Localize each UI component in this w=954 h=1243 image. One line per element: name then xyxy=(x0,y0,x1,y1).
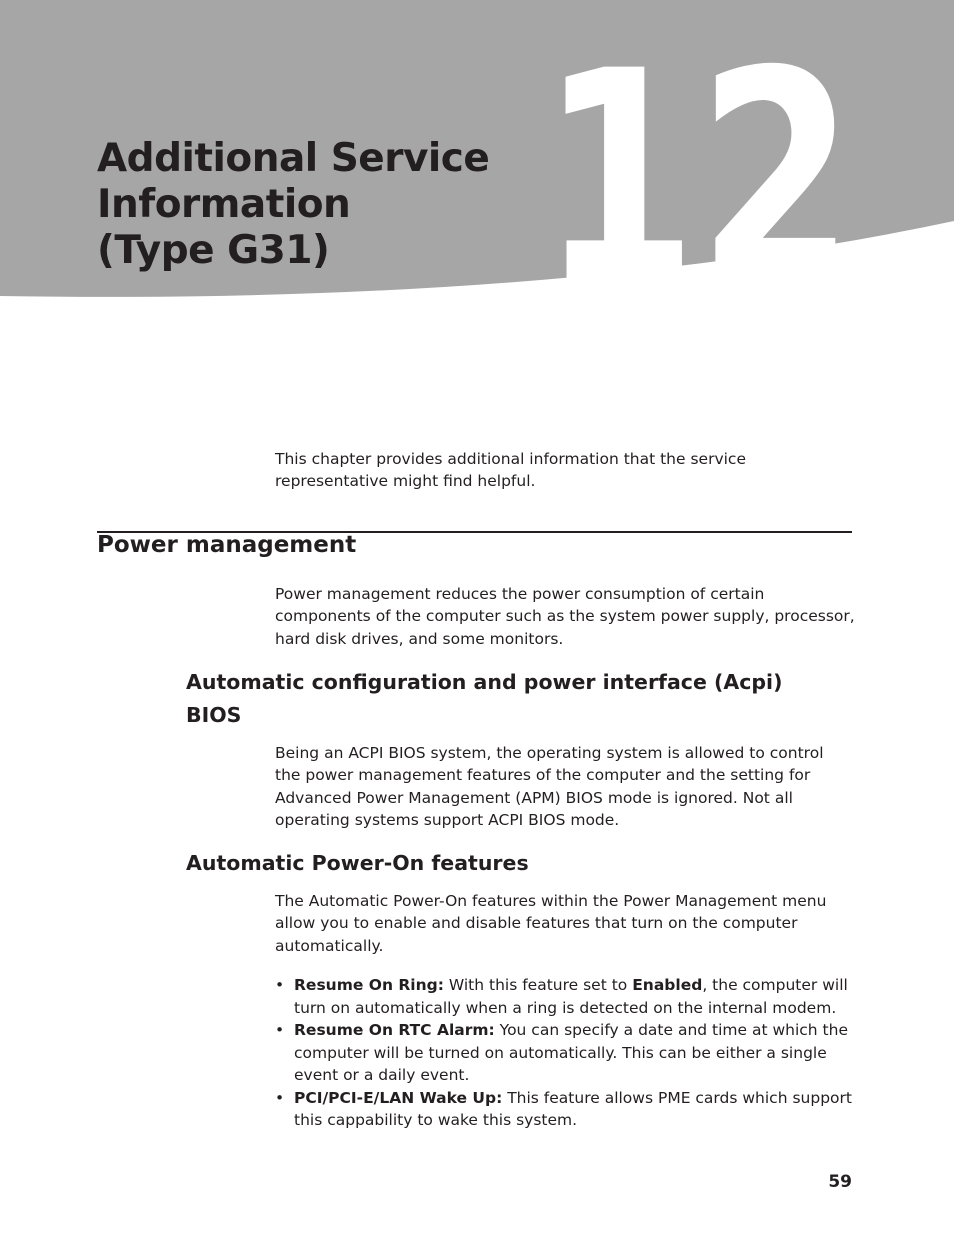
bullet-text: This feature allows PME cards which support this cappability to wake this system. xyxy=(294,1088,852,1129)
page-number: 59 xyxy=(828,1172,852,1192)
bullet-term: Resume On Ring: xyxy=(294,976,444,994)
bullet-text: With this feature set to xyxy=(443,976,633,994)
bullet-icon: • xyxy=(275,1088,285,1107)
intro-paragraph: This chapter provides additional information that the service representative might find helpful. xyxy=(275,450,746,491)
bullet-icon: • xyxy=(275,1021,285,1039)
chapter-number: 12 xyxy=(540,10,855,320)
bullet-term: PCI/PCI-E/LAN Wake Up: xyxy=(294,1088,503,1107)
acpi-paragraph: Being an ACPI BIOS system, the operating system is allowed to control the power management features of the computer and the setting for Advanced Power Management (APM) BIOS mode is ignored. Not all operating systems support ACPI BIOS mode. xyxy=(275,744,824,829)
chapter-title-line-2: Information xyxy=(97,182,351,227)
chapter-title-line-3: (Type G31) xyxy=(97,228,330,273)
list-item xyxy=(275,1087,855,1132)
list-item xyxy=(275,974,855,1019)
list-item xyxy=(275,1019,855,1087)
bullet-emphasis: Enabled xyxy=(632,976,703,994)
bullet-icon: • xyxy=(275,976,285,994)
chapter-title xyxy=(97,136,489,274)
power-management-paragraph: Power management reduces the power consumption of certain components of the computer such as the system power supply, processor, hard disk drives, and some monitors. xyxy=(275,585,855,648)
chapter-title-line-1: Additional Service xyxy=(97,136,490,181)
bullet-text: , the computer will turn on automatically when a ring is detected on the internal modem. xyxy=(294,976,848,1017)
bullet-text: You can specify a date and time at which the computer will be turned on automatically. This can be either a single event or a daily event. xyxy=(294,1021,848,1084)
subsection-heading-power-on: Automatic Power-On features xyxy=(186,851,529,875)
bullet-term: Resume On RTC Alarm: xyxy=(294,1021,495,1039)
power-on-features-list xyxy=(275,974,855,1132)
section-heading-power-management: Power management xyxy=(97,532,357,558)
power-on-paragraph: The Automatic Power-On features within the Power Management menu allow you to enable and disable features that turn on the computer automatically. xyxy=(275,892,827,955)
subsection-heading-acpi: Automatic configuration and power interface (Acpi) BIOS xyxy=(186,670,783,727)
